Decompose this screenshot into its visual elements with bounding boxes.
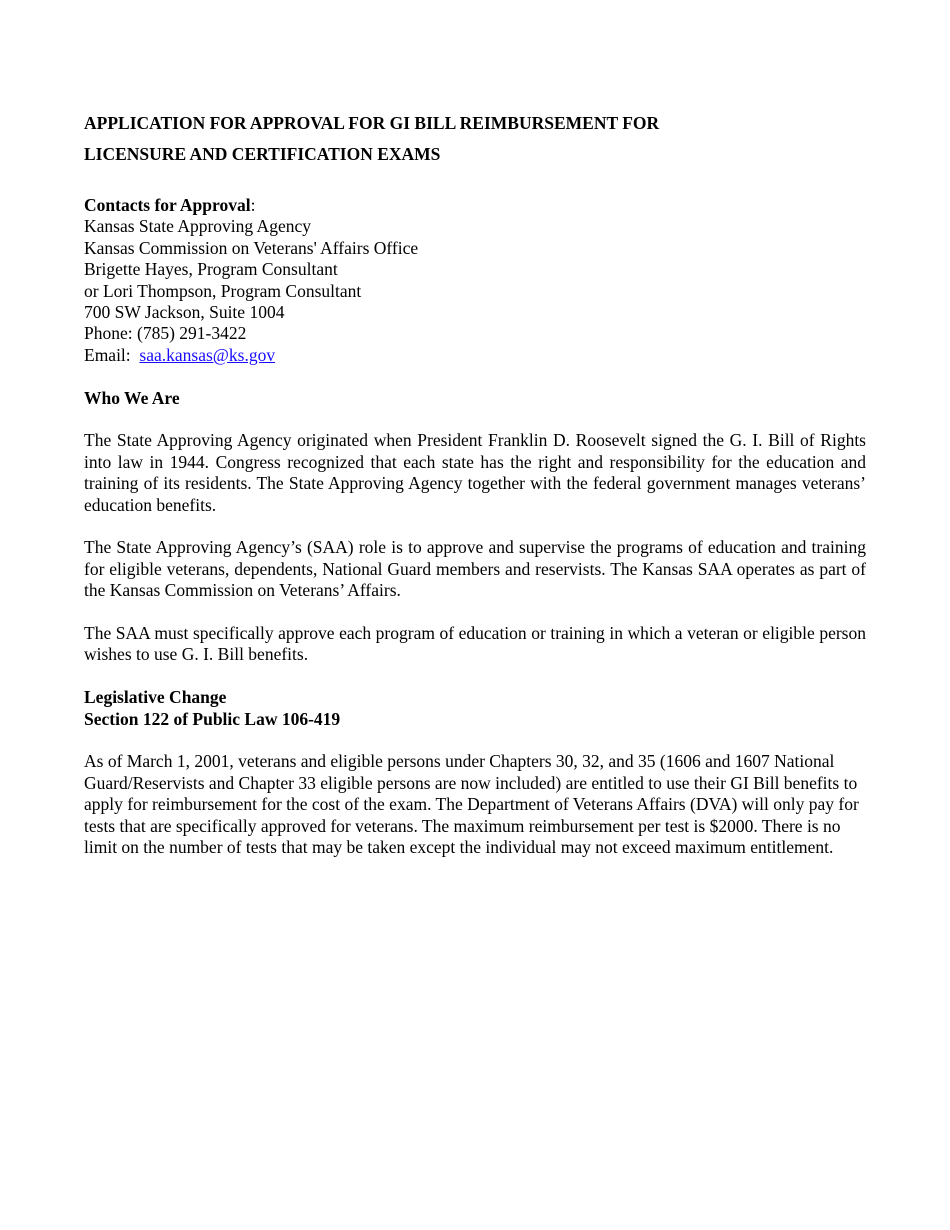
contact-line-agency: Kansas State Approving Agency (84, 216, 311, 237)
contact-line-consultant-1: Brigette Hayes, Program Consultant (84, 259, 338, 280)
title-line-1: APPLICATION FOR APPROVAL FOR GI BILL REIMBURSEMENT FOR (84, 113, 660, 133)
contact-line-email (84, 345, 866, 366)
contacts-heading-suffix: : (250, 195, 256, 215)
email-link[interactable]: saa.kansas@ks.gov (139, 344, 276, 365)
legislative-subheading: Section 122 of Public Law 106-419 (84, 708, 341, 729)
who-we-are-paragraph-3: The SAA must specifically approve each program of education or training in which a veteran or eligible person wishes to use G. I. Bill benefits. (84, 623, 866, 665)
contact-line-consultant-2: or Lori Thompson, Program Consultant (84, 280, 362, 301)
contacts-heading-line (84, 195, 866, 216)
document-page (84, 108, 866, 859)
contact-line-office: Kansas Commission on Veterans' Affairs Office (84, 237, 419, 258)
document-title (84, 108, 866, 170)
contact-line-phone: Phone: (785) 291-3422 (84, 323, 247, 344)
title-line-2: LICENSURE AND CERTIFICATION EXAMS (84, 144, 441, 164)
legislative-heading: Legislative Change (84, 687, 227, 708)
who-we-are-paragraph-2: The State Approving Agency’s (SAA) role is to approve and supervise the programs of education and training for eligible veterans, dependents, National Guard members and reservists. The Kansas SAA operates as part of the Kansas Commission on Veterans’ Affairs. (84, 537, 866, 601)
who-we-are-heading: Who We Are (84, 387, 180, 408)
contact-line-address: 700 SW Jackson, Suite 1004 (84, 302, 285, 323)
contacts-block (84, 195, 866, 366)
contacts-heading: Contacts for Approval (84, 195, 251, 215)
email-label: Email: (84, 344, 140, 365)
who-we-are-paragraph-1: The State Approving Agency originated when President Franklin D. Roosevelt signed the G. I. Bill of Rights into law in 1944. Congress recognized that each state has the right and responsibility for the education and training of its residents. The State Approving Agency together with the federal government manages veterans’ education benefits. (84, 430, 866, 515)
legislative-paragraph: As of March 1, 2001, veterans and eligible persons under Chapters 30, 32, and 35 (1606 and 1607 National Guard/Reservists and Chapter 33 eligible persons are now included) are entitled to use their GI Bill benefits to apply for reimbursement for the cost of the exam. The Department of Veterans Affairs (DVA) will only pay for tests that are specifically approved for veterans. The maximum reimbursement per test is $2000. There is no limit on the number of tests that may be taken except the individual may not exceed maximum entitlement. (84, 751, 859, 858)
